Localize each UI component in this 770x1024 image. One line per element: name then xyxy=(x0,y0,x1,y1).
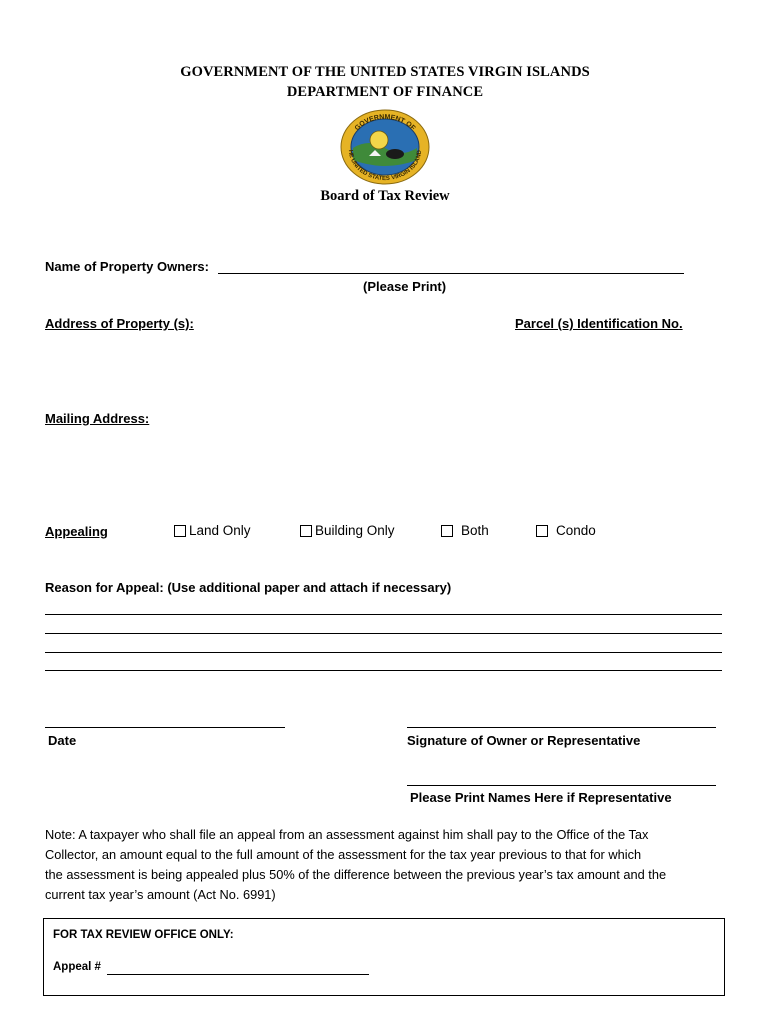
both-label: Both xyxy=(461,523,489,538)
building-only-checkbox[interactable] xyxy=(300,525,312,537)
option-land-only[interactable] xyxy=(174,523,251,538)
note-line-3: the assessment is being appealed plus 50% of the difference between the previous year’s tax amount and the xyxy=(45,867,667,882)
header-line-2: DEPARTMENT OF FINANCE xyxy=(286,84,484,100)
government-seal xyxy=(339,108,431,186)
note-paragraph xyxy=(45,825,745,905)
condo-label: Condo xyxy=(556,523,596,538)
reason-line-2[interactable] xyxy=(45,633,722,634)
option-building-only[interactable] xyxy=(300,523,395,538)
owner-name-hint: (Please Print) xyxy=(363,279,447,294)
land-only-checkbox[interactable] xyxy=(174,525,186,537)
appealing-label: Appealing xyxy=(45,524,108,539)
option-both[interactable] xyxy=(441,523,489,538)
header-line-1: GOVERNMENT OF THE UNITED STATES VIRGIN ISLANDS xyxy=(180,64,590,80)
owner-name-label: Name of Property Owners: xyxy=(45,259,209,274)
date-line[interactable] xyxy=(45,727,285,728)
page-title: Board of Tax Review xyxy=(320,188,450,204)
office-use-title: FOR TAX REVIEW OFFICE ONLY: xyxy=(53,929,234,941)
land-only-label: Land Only xyxy=(189,523,251,538)
appeal-number-label: Appeal # xyxy=(53,961,101,973)
signature-line[interactable] xyxy=(407,727,716,728)
note-line-4: current tax year’s amount (Act No. 6991) xyxy=(45,887,276,902)
office-use-box xyxy=(43,918,725,996)
option-condo[interactable] xyxy=(536,523,596,538)
building-only-label: Building Only xyxy=(315,523,395,538)
owner-name-line[interactable] xyxy=(218,273,684,274)
signature-label: Signature of Owner or Representative xyxy=(407,733,641,748)
reason-line-4[interactable] xyxy=(45,670,722,671)
seal-text-bottom: HE UNITED STATES VIRGIN ISLAND xyxy=(346,149,424,183)
reason-line-1[interactable] xyxy=(45,614,722,615)
print-names-line[interactable] xyxy=(407,785,716,786)
appeal-number-line[interactable] xyxy=(107,974,369,975)
parcel-id-label: Parcel (s) Identification No. xyxy=(515,316,683,331)
both-checkbox[interactable] xyxy=(441,525,453,537)
reason-label: Reason for Appeal: (Use additional paper and attach if necessary) xyxy=(45,580,452,595)
mailing-address-label: Mailing Address: xyxy=(45,411,150,426)
note-line-2: Collector, an amount equal to the full amount of the assessment for the tax year previous to that for which xyxy=(45,847,642,862)
date-label: Date xyxy=(48,733,77,748)
note-line-1: Note: A taxpayer who shall file an appeal from an assessment against him shall pay to the Office of the Tax xyxy=(45,827,649,842)
seal-text-top: GOVERNMENT OF xyxy=(353,113,417,133)
reason-line-3[interactable] xyxy=(45,652,722,653)
property-address-label: Address of Property (s): xyxy=(45,316,194,331)
condo-checkbox[interactable] xyxy=(536,525,548,537)
print-names-label: Please Print Names Here if Representative xyxy=(410,790,672,805)
